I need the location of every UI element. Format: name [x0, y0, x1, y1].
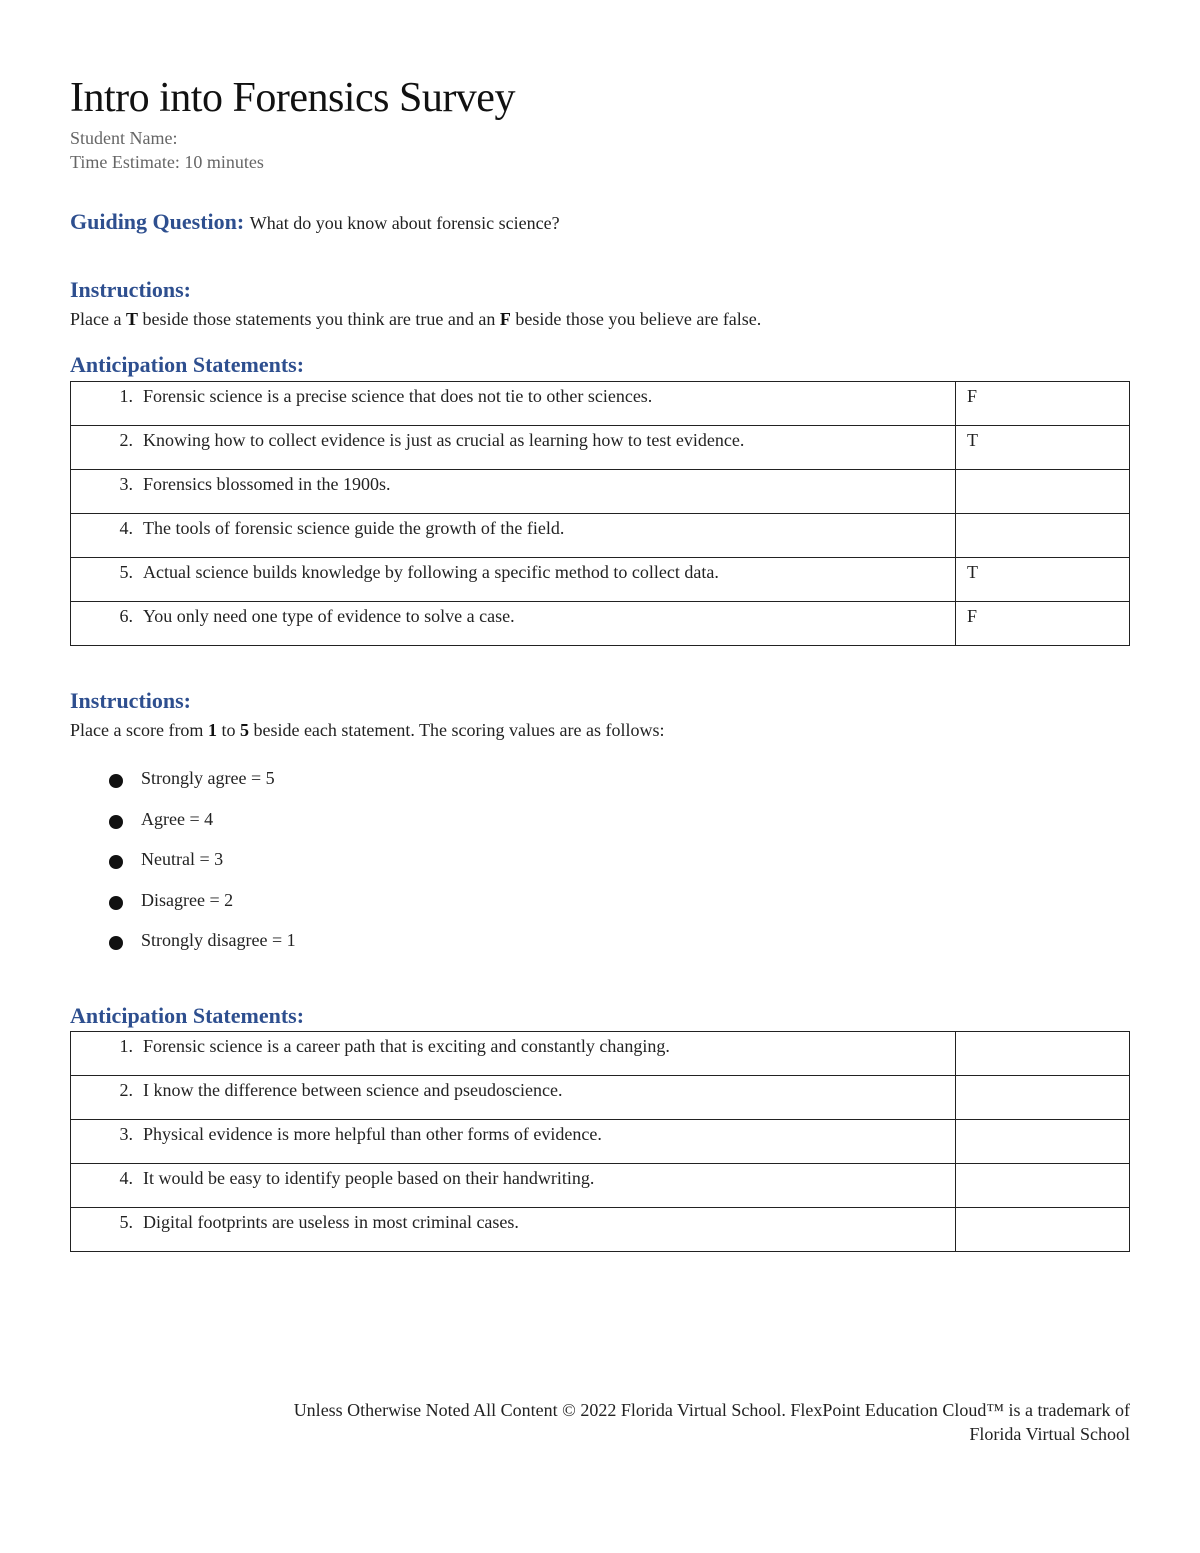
bullet-icon — [109, 896, 123, 910]
page-title: Intro into Forensics Survey — [70, 75, 515, 121]
answer-value — [966, 1036, 967, 1056]
statement-number: 1. — [119, 386, 133, 406]
answer-value — [966, 1212, 967, 1232]
statement-cell — [71, 514, 956, 558]
copyright-footer — [294, 1398, 1130, 1446]
statement-text: Forensic science is a precise science that does not tie to other sciences. — [143, 386, 653, 406]
statement-number: 4. — [119, 1168, 133, 1188]
answer-cell[interactable] — [956, 558, 1130, 602]
table-row — [71, 602, 1130, 646]
table-row — [71, 382, 1130, 426]
instructions-text-2 — [70, 720, 664, 741]
table-row — [71, 426, 1130, 470]
statement-text: Forensics blossomed in the 1900s. — [143, 474, 391, 494]
instr2-bold-1: 1 — [207, 720, 217, 740]
table-row — [71, 1076, 1130, 1120]
answer-value: T — [967, 430, 978, 450]
statement-cell — [71, 382, 956, 426]
instr2-text-a: Place a score from — [70, 720, 208, 740]
statement-number: 2. — [119, 1080, 133, 1100]
table-row — [71, 1208, 1130, 1252]
student-name-label: Student Name: — [70, 128, 178, 148]
answer-cell[interactable] — [956, 1032, 1130, 1076]
statement-cell — [71, 1208, 956, 1252]
table-row — [71, 558, 1130, 602]
statement-text: It would be easy to identify people based on their handwriting. — [143, 1168, 595, 1188]
statement-number: 3. — [119, 474, 133, 494]
instr1-text-b: beside those statements you think are true and an — [137, 309, 500, 329]
statement-cell — [71, 602, 956, 646]
statement-text: Physical evidence is more helpful than other forms of evidence. — [143, 1124, 602, 1144]
statement-number: 2. — [119, 430, 133, 450]
answer-cell[interactable] — [956, 426, 1130, 470]
answer-cell[interactable] — [956, 514, 1130, 558]
statement-cell — [71, 1032, 956, 1076]
instr2-bold-5: 5 — [239, 720, 249, 740]
instr1-text-a: Place a — [70, 309, 126, 329]
instructions-text-1 — [70, 309, 761, 330]
instructions-heading-1: Instructions: — [70, 277, 192, 302]
answer-cell[interactable] — [956, 470, 1130, 514]
bullet-icon — [109, 855, 123, 869]
statement-number: 5. — [119, 1212, 133, 1232]
table-row — [71, 1164, 1130, 1208]
answer-cell[interactable] — [956, 602, 1130, 646]
answer-value — [966, 1124, 967, 1144]
scale-item-text: Disagree = 2 — [141, 889, 234, 910]
bullet-icon — [109, 936, 123, 950]
statement-text: I know the difference between science and pseudoscience. — [143, 1080, 563, 1100]
statement-cell — [71, 426, 956, 470]
statement-text: Knowing how to collect evidence is just as crucial as learning how to test evidence. — [143, 430, 745, 450]
instr2-text-b: to — [216, 720, 240, 740]
instr1-bold-f: F — [499, 309, 511, 329]
instr2-text-c: beside each statement. The scoring values are as follows: — [248, 720, 665, 740]
statement-text: You only need one type of evidence to solve a case. — [143, 606, 515, 626]
guiding-question — [70, 209, 560, 235]
statement-number: 4. — [119, 518, 133, 538]
answer-value: F — [967, 606, 978, 626]
answer-value: T — [967, 562, 978, 582]
statement-cell — [71, 1164, 956, 1208]
anticipation-table-2 — [70, 1031, 1130, 1252]
answer-value — [966, 518, 967, 538]
bullet-icon — [109, 774, 123, 788]
answer-value: F — [967, 386, 978, 406]
scale-item-text: Strongly disagree = 1 — [141, 930, 296, 950]
statement-number: 3. — [119, 1124, 133, 1144]
statement-number: 1. — [119, 1036, 133, 1056]
statement-text: The tools of forensic science guide the growth of the field. — [143, 518, 565, 538]
answer-cell[interactable] — [956, 1076, 1130, 1120]
answer-value — [966, 1080, 967, 1100]
statement-text: Forensic science is a career path that is exciting and constantly changing. — [143, 1036, 670, 1056]
instructions-heading-2: Instructions: — [70, 688, 192, 713]
guiding-question-label: Guiding Question: — [70, 209, 245, 234]
scale-item-text: Strongly agree = 5 — [141, 768, 275, 788]
anticipation-table-1 — [70, 381, 1130, 646]
statement-number: 6. — [119, 606, 133, 626]
instr1-bold-t: T — [125, 309, 138, 329]
statement-text: Digital footprints are useless in most criminal cases. — [143, 1212, 519, 1232]
footer-line-2: Florida Virtual School — [969, 1424, 1130, 1444]
anticipation-heading-2: Anticipation Statements: — [70, 1003, 305, 1028]
table-row — [71, 514, 1130, 558]
statement-number: 5. — [119, 562, 133, 582]
table-row — [71, 1120, 1130, 1164]
statement-cell — [71, 1120, 956, 1164]
table-row — [71, 1032, 1130, 1076]
scale-item-text: Agree = 4 — [141, 808, 214, 829]
answer-cell[interactable] — [956, 1164, 1130, 1208]
anticipation-heading-1: Anticipation Statements: — [70, 352, 305, 377]
statement-text: Actual science builds knowledge by following a specific method to collect data. — [143, 562, 719, 582]
table-row — [71, 470, 1130, 514]
time-estimate: Time Estimate: 10 minutes — [70, 152, 264, 172]
answer-value — [966, 1168, 967, 1188]
bullet-icon — [109, 815, 123, 829]
statement-cell — [71, 1076, 956, 1120]
footer-line-1: Unless Otherwise Noted All Content © 2022 Florida Virtual School. FlexPoint Education Cloud™ is a trademark of — [293, 1400, 1130, 1420]
instr1-text-c: beside those you believe are false. — [510, 309, 762, 329]
scale-item-text: Neutral = 3 — [141, 849, 224, 869]
statement-cell — [71, 558, 956, 602]
answer-cell[interactable] — [956, 1120, 1130, 1164]
statement-cell — [71, 470, 956, 514]
guiding-question-text: What do you know about forensic science? — [249, 213, 560, 233]
answer-cell[interactable] — [956, 382, 1130, 426]
answer-cell[interactable] — [956, 1208, 1130, 1252]
answer-value — [966, 474, 967, 494]
